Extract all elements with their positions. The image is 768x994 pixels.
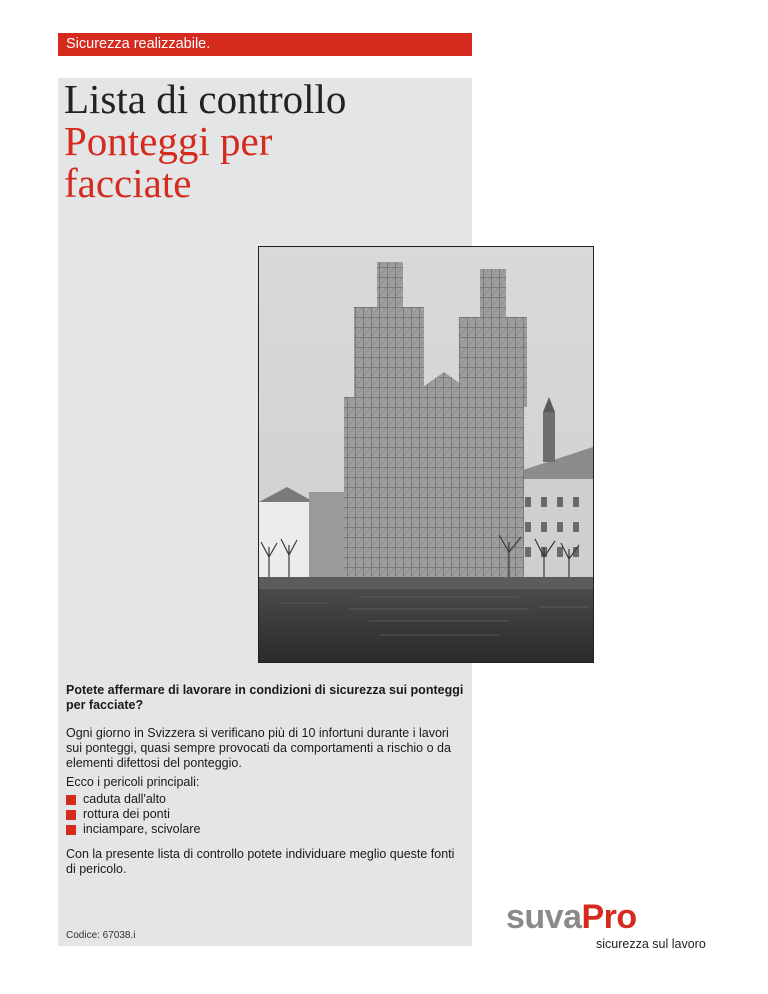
red-square-bullet-icon <box>66 810 76 820</box>
red-square-bullet-icon <box>66 795 76 805</box>
header-banner: Sicurezza realizzabile. <box>58 33 472 56</box>
intro-question: Potete affermare di lavorare in condizioni di sicurezza sui ponteggi per facciate? <box>66 683 464 712</box>
list-item <box>66 822 466 837</box>
brand-tagline: sicurezza sul lavoro <box>596 937 706 951</box>
logo-part-pro: Pro <box>581 898 637 936</box>
logo-part-suva: suva <box>506 898 582 936</box>
red-square-bullet-icon <box>66 825 76 835</box>
document-title <box>64 78 346 204</box>
hazard-text: rottura dei ponti <box>83 807 170 821</box>
document-code: Codice: 67038.i <box>66 930 136 941</box>
intro-paragraph: Ogni giorno in Svizzera si verificano più di 10 infortuni durante i lavori sui ponteggi, quasi sempre provocati da comportamenti a rischio o da elementi difettosi del ponteggio. <box>66 726 451 770</box>
hazard-text: inciampare, scivolare <box>83 822 201 836</box>
cathedral-scaffolding-photo <box>258 246 594 663</box>
suvapro-logo <box>506 900 637 934</box>
title-line-3: facciate <box>64 160 192 206</box>
closing-paragraph: Con la presente lista di controllo potete individuare meglio queste fonti di pericolo. <box>66 847 455 876</box>
hazards-label: Ecco i pericoli principali: <box>66 775 200 789</box>
list-item <box>66 792 466 807</box>
title-line-1: Lista di controllo <box>64 76 347 122</box>
list-item <box>66 807 466 822</box>
hazards-list <box>66 792 466 837</box>
title-line-2: Ponteggi per <box>64 118 273 164</box>
hazard-text: caduta dall'alto <box>83 792 167 806</box>
